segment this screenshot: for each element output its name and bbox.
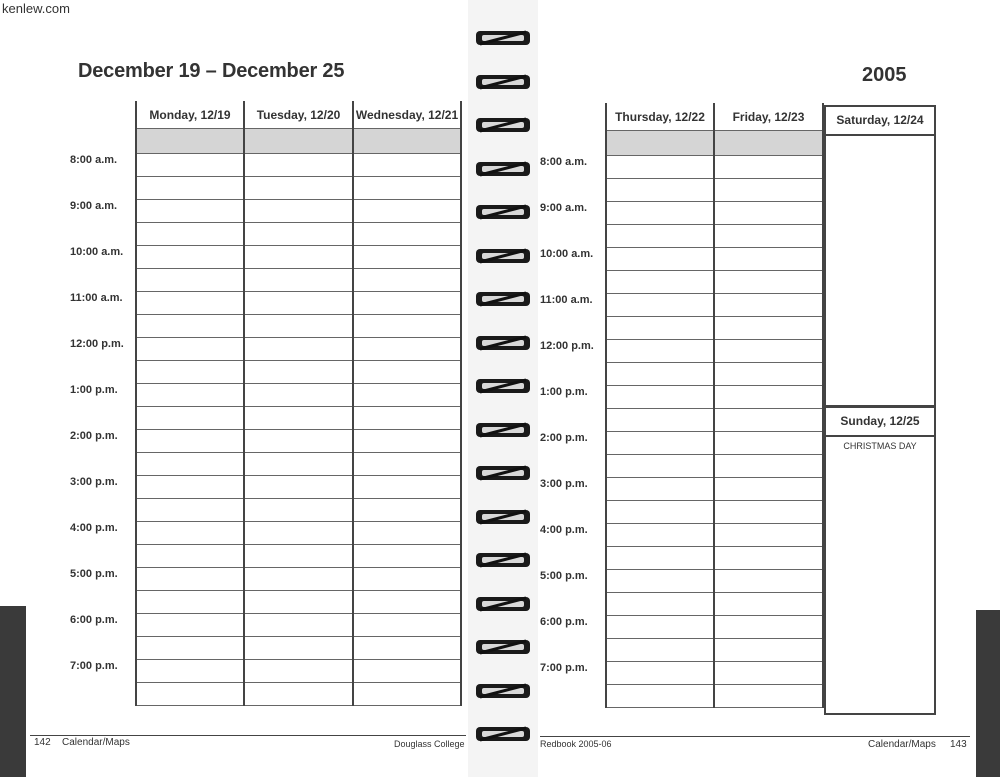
binding-ring xyxy=(474,724,532,744)
left-slot[interactable] xyxy=(353,614,461,637)
binding-ring xyxy=(474,507,532,527)
right-slot[interactable] xyxy=(606,386,714,409)
left-slot[interactable] xyxy=(353,453,461,476)
left-slot[interactable] xyxy=(136,384,244,407)
right-slot[interactable] xyxy=(714,639,823,662)
left-slot[interactable] xyxy=(136,338,244,361)
right-page-number: 143 xyxy=(950,739,967,750)
right-slot[interactable] xyxy=(606,455,714,478)
left-slot[interactable] xyxy=(244,384,353,407)
time-label: 3:00 p.m. xyxy=(70,475,118,488)
year-label: 2005 xyxy=(862,64,907,86)
right-slot[interactable] xyxy=(606,639,714,662)
binding-ring xyxy=(474,246,532,266)
binding-ring xyxy=(474,202,532,222)
time-label: 8:00 a.m. xyxy=(540,155,588,168)
time-label: 2:00 p.m. xyxy=(70,429,118,442)
time-label: 1:00 p.m. xyxy=(70,383,118,396)
left-slot[interactable] xyxy=(136,407,244,430)
right-slot[interactable] xyxy=(606,248,714,271)
left-slot[interactable] xyxy=(353,476,461,499)
left-slot[interactable] xyxy=(244,154,353,177)
left-slot[interactable] xyxy=(244,246,353,269)
left-slot[interactable] xyxy=(244,660,353,683)
binding-ring xyxy=(474,333,532,353)
left-slot[interactable] xyxy=(353,568,461,591)
time-label: 12:00 p.m. xyxy=(70,337,124,350)
sunday-header: Sunday, 12/25 xyxy=(826,408,934,437)
left-slot[interactable] xyxy=(136,269,244,292)
right-slot[interactable] xyxy=(714,386,823,409)
right-slot[interactable] xyxy=(606,524,714,547)
left-slot[interactable] xyxy=(136,545,244,568)
time-spacer xyxy=(70,129,136,154)
left-slot[interactable] xyxy=(136,568,244,591)
left-slot[interactable] xyxy=(244,614,353,637)
left-slot[interactable] xyxy=(244,430,353,453)
right-slot[interactable] xyxy=(714,524,823,547)
right-slot[interactable] xyxy=(714,225,823,248)
left-slot[interactable] xyxy=(244,683,353,706)
right-slot[interactable] xyxy=(714,248,823,271)
left-slot[interactable] xyxy=(136,200,244,223)
right-publisher: Redbook 2005-06 xyxy=(540,739,612,749)
right-slot[interactable] xyxy=(606,363,714,386)
binding-ring xyxy=(474,420,532,440)
all-day-slot[interactable] xyxy=(136,129,244,154)
time-label: 4:00 p.m. xyxy=(540,523,588,536)
left-slot[interactable] xyxy=(353,545,461,568)
time-label: 10:00 a.m. xyxy=(70,245,124,258)
binding-ring xyxy=(474,637,532,657)
left-slot[interactable] xyxy=(244,292,353,315)
right-slot[interactable] xyxy=(606,662,714,685)
right-slot[interactable] xyxy=(714,478,823,501)
all-day-slot[interactable] xyxy=(714,131,823,156)
left-slot[interactable] xyxy=(353,499,461,522)
left-slot[interactable] xyxy=(353,177,461,200)
time-label: 3:00 p.m. xyxy=(540,477,588,490)
left-slot[interactable] xyxy=(353,683,461,706)
left-slot[interactable] xyxy=(244,476,353,499)
right-slot[interactable] xyxy=(714,432,823,455)
time-label: 6:00 p.m. xyxy=(70,613,118,626)
time-label: 7:00 p.m. xyxy=(70,659,118,672)
right-slot[interactable] xyxy=(606,432,714,455)
right-slot[interactable] xyxy=(714,340,823,363)
left-slot[interactable] xyxy=(244,361,353,384)
right-slot[interactable] xyxy=(714,501,823,524)
week-title: December 19 – December 25 xyxy=(78,60,345,82)
left-slot[interactable] xyxy=(353,269,461,292)
left-slot[interactable] xyxy=(353,292,461,315)
time-label: 11:00 a.m. xyxy=(540,293,593,306)
left-slot[interactable] xyxy=(244,338,353,361)
left-slot[interactable] xyxy=(353,338,461,361)
right-slot[interactable] xyxy=(714,616,823,639)
left-slot[interactable] xyxy=(244,568,353,591)
left-page-grid xyxy=(70,101,462,706)
time-label: 4:00 p.m. xyxy=(70,521,118,534)
right-slot[interactable] xyxy=(714,156,823,179)
left-slot[interactable] xyxy=(353,660,461,683)
right-slot[interactable] xyxy=(714,179,823,202)
left-slot[interactable] xyxy=(244,407,353,430)
binding-ring xyxy=(474,115,532,135)
time-label: 11:00 a.m. xyxy=(70,291,123,304)
right-slot[interactable] xyxy=(714,455,823,478)
left-slot[interactable] xyxy=(353,430,461,453)
left-slot[interactable] xyxy=(244,200,353,223)
left-slot[interactable] xyxy=(136,522,244,545)
left-slot[interactable] xyxy=(353,522,461,545)
time-column-header xyxy=(70,101,136,129)
left-slot[interactable] xyxy=(136,683,244,706)
right-slot[interactable] xyxy=(714,271,823,294)
right-slot[interactable] xyxy=(714,593,823,616)
right-slot[interactable] xyxy=(606,616,714,639)
binding-ring xyxy=(474,550,532,570)
right-slot[interactable] xyxy=(606,340,714,363)
all-day-slot[interactable] xyxy=(606,131,714,156)
time-label: 5:00 p.m. xyxy=(70,567,118,580)
binding-ring xyxy=(474,376,532,396)
left-slot[interactable] xyxy=(136,361,244,384)
left-slot[interactable] xyxy=(136,246,244,269)
right-slot[interactable] xyxy=(606,179,714,202)
left-slot[interactable] xyxy=(244,223,353,246)
time-label: 10:00 a.m. xyxy=(540,247,594,260)
left-slot[interactable] xyxy=(353,361,461,384)
day-header-thursday: Thursday, 12/22 xyxy=(606,103,714,131)
left-footer-rule xyxy=(30,735,466,736)
binding-ring xyxy=(474,72,532,92)
binding-ring xyxy=(474,594,532,614)
time-label: 6:00 p.m. xyxy=(540,615,588,628)
day-header-monday: Monday, 12/19 xyxy=(136,101,244,129)
left-slot[interactable] xyxy=(136,637,244,660)
right-slot[interactable] xyxy=(606,409,714,432)
left-slot[interactable] xyxy=(353,154,461,177)
time-spacer xyxy=(540,131,606,156)
left-slot[interactable] xyxy=(136,660,244,683)
right-slot[interactable] xyxy=(714,294,823,317)
right-slot[interactable] xyxy=(714,409,823,432)
left-section-label: Calendar/Maps xyxy=(62,737,130,748)
time-label: 2:00 p.m. xyxy=(540,431,588,444)
left-slot[interactable] xyxy=(353,315,461,338)
right-slot[interactable] xyxy=(714,685,823,708)
right-slot[interactable] xyxy=(714,317,823,340)
right-slot[interactable] xyxy=(606,294,714,317)
left-slot[interactable] xyxy=(244,637,353,660)
left-slot[interactable] xyxy=(244,269,353,292)
left-slot[interactable] xyxy=(136,614,244,637)
right-slot[interactable] xyxy=(714,363,823,386)
left-slot[interactable] xyxy=(244,177,353,200)
binding-ring xyxy=(474,463,532,483)
right-page-grid xyxy=(540,103,824,708)
sunday-box xyxy=(824,406,936,715)
time-label: 12:00 p.m. xyxy=(540,339,594,352)
left-slot[interactable] xyxy=(136,453,244,476)
right-slot[interactable] xyxy=(606,478,714,501)
left-slot[interactable] xyxy=(353,200,461,223)
left-slot[interactable] xyxy=(353,637,461,660)
right-slot[interactable] xyxy=(606,547,714,570)
right-slot[interactable] xyxy=(606,593,714,616)
left-slot[interactable] xyxy=(136,476,244,499)
binding-ring xyxy=(474,28,532,48)
left-slot[interactable] xyxy=(136,430,244,453)
left-edge-tab xyxy=(0,606,26,777)
right-slot[interactable] xyxy=(606,156,714,179)
binding-ring xyxy=(474,681,532,701)
left-slot[interactable] xyxy=(136,591,244,614)
left-slot[interactable] xyxy=(353,384,461,407)
left-slot[interactable] xyxy=(353,246,461,269)
left-slot[interactable] xyxy=(136,292,244,315)
left-slot[interactable] xyxy=(136,223,244,246)
left-slot[interactable] xyxy=(136,154,244,177)
day-header-wednesday: Wednesday, 12/21 xyxy=(353,101,461,129)
right-slot[interactable] xyxy=(606,685,714,708)
left-slot[interactable] xyxy=(136,315,244,338)
left-slot[interactable] xyxy=(244,315,353,338)
left-slot[interactable] xyxy=(244,453,353,476)
watermark: kenlew.com xyxy=(2,1,70,16)
all-day-slot[interactable] xyxy=(244,129,353,154)
right-slot[interactable] xyxy=(606,501,714,524)
time-label: 8:00 a.m. xyxy=(70,153,118,166)
right-slot[interactable] xyxy=(606,271,714,294)
holiday-note: CHRISTMAS DAY xyxy=(843,441,917,451)
right-slot[interactable] xyxy=(714,570,823,593)
left-slot[interactable] xyxy=(244,545,353,568)
time-label: 5:00 p.m. xyxy=(540,569,588,582)
left-publisher: Douglass College xyxy=(394,739,465,749)
left-slot[interactable] xyxy=(353,407,461,430)
right-slot[interactable] xyxy=(606,570,714,593)
time-label: 9:00 a.m. xyxy=(70,199,118,212)
left-slot[interactable] xyxy=(244,499,353,522)
right-footer-rule xyxy=(540,736,970,737)
left-slot[interactable] xyxy=(136,499,244,522)
time-label: 9:00 a.m. xyxy=(540,201,588,214)
left-slot[interactable] xyxy=(136,177,244,200)
day-header-tuesday: Tuesday, 12/20 xyxy=(244,101,353,129)
left-slot[interactable] xyxy=(353,223,461,246)
left-slot[interactable] xyxy=(353,591,461,614)
right-slot[interactable] xyxy=(714,662,823,685)
right-slot[interactable] xyxy=(606,317,714,340)
right-slot[interactable] xyxy=(606,225,714,248)
binding-ring xyxy=(474,159,532,179)
left-page-number: 142 xyxy=(34,737,51,748)
right-slot[interactable] xyxy=(714,547,823,570)
day-header-friday: Friday, 12/23 xyxy=(714,103,823,131)
binding-ring xyxy=(474,289,532,309)
right-slot[interactable] xyxy=(606,202,714,225)
left-slot[interactable] xyxy=(244,522,353,545)
time-label: 7:00 p.m. xyxy=(540,661,588,674)
all-day-slot[interactable] xyxy=(353,129,461,154)
time-column-header xyxy=(540,103,606,131)
saturday-box xyxy=(824,105,936,407)
left-slot[interactable] xyxy=(244,591,353,614)
right-edge-tab xyxy=(976,610,1000,777)
right-section-label: Calendar/Maps xyxy=(868,739,936,750)
saturday-header: Saturday, 12/24 xyxy=(826,107,934,136)
right-slot[interactable] xyxy=(714,202,823,225)
time-label: 1:00 p.m. xyxy=(540,385,588,398)
